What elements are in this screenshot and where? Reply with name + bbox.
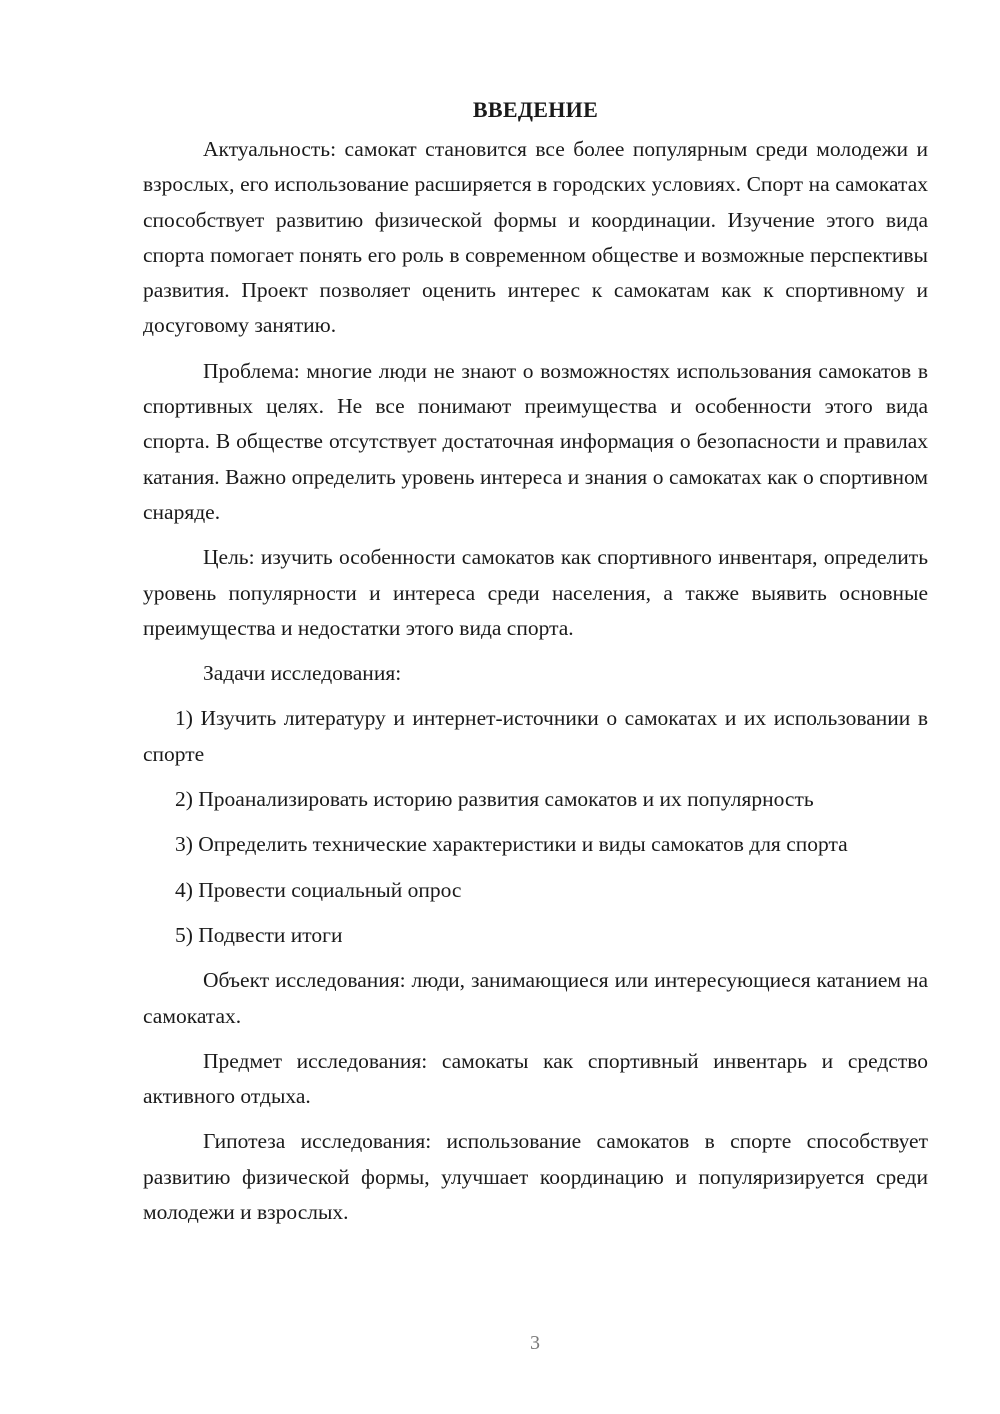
page-title: ВВЕДЕНИЕ: [472, 97, 599, 122]
task-item-5: 5) Подвести итоги: [175, 922, 343, 947]
document-page: [143, 95, 928, 1240]
task-item-4: 4) Провести социальный опрос: [175, 877, 462, 902]
task-item-2: 2) Проанализировать историю развития самокатов и их популярность: [175, 787, 814, 812]
goal-paragraph: Цель: изучить особенности самокатов как спортивного инвентаря, определить уровень популярности и интереса среди населения, а также выявить основные преимущества и недостатки этого вида спорта.: [143, 545, 928, 640]
tasks-heading: Задачи исследования:: [203, 661, 402, 686]
object-paragraph: Объект исследования: люди, занимающиеся или интересующиеся катанием на самокатах.: [143, 968, 928, 1028]
tasks-list: [143, 701, 928, 953]
task-item-3: 3) Определить технические характеристики и виды самокатов для спорта: [175, 832, 848, 857]
relevance-paragraph: Актуальность: самокат становится все более популярным среди молодежи и взрослых, его использование расширяется в городских условиях. Спорт на самокатах способствует развитию физической формы и координации. Изучение этого вида спорта помогает понять его роль в современном обществе и возможные перспективы развития. Проект позволяет оценить интерес к самокатам как к спортивному и досуговому занятию.: [143, 137, 928, 338]
task-item-1: 1) Изучить литературу и интернет-источники о самокатах и их использовании в спорте: [143, 706, 928, 766]
hypothesis-paragraph: Гипотеза исследования: использование самокатов в спорте способствует развитию физической формы, улучшает координацию и популяризируется среди молодежи и взрослых.: [143, 1129, 928, 1225]
problem-paragraph: Проблема: многие люди не знают о возможностях использования самокатов в спортивных целях. Не все понимают преимущества и особенности этого вида спорта. В обществе отсутствует достаточная информация о безопасности и правилах катания. Важно определить уровень интереса и знания о самокатах как о спортивном снаряде.: [143, 358, 928, 524]
page-number: 3: [530, 1332, 540, 1354]
subject-paragraph: Предмет исследования: самокаты как спортивный инвентарь и средство активного отдыха.: [143, 1048, 928, 1109]
